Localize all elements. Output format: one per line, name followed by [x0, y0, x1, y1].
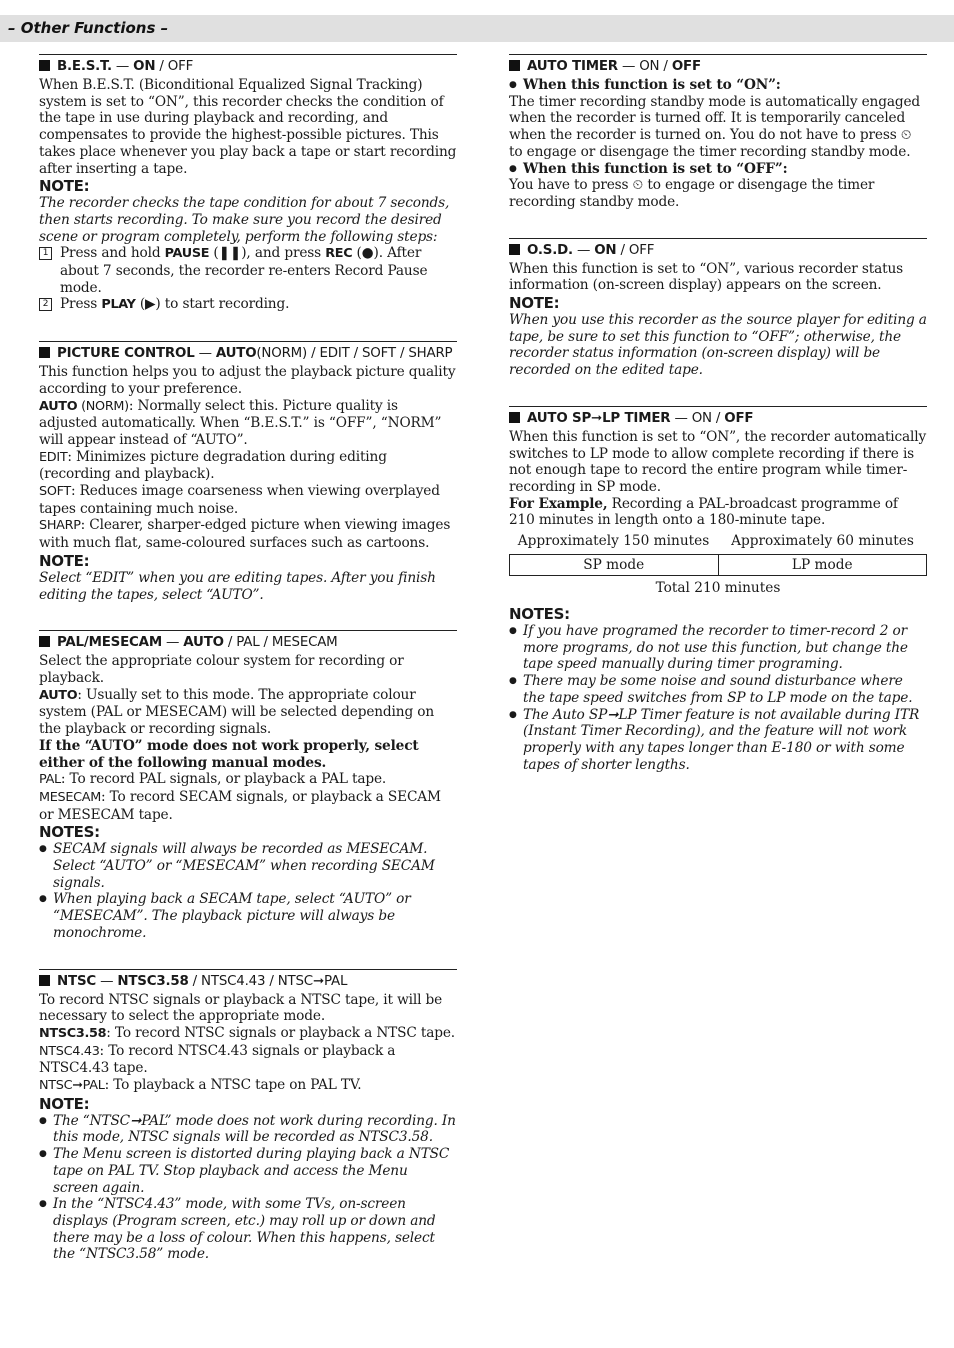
norm-label: (NORM) [77, 398, 129, 414]
best-step-2 [39, 296, 457, 314]
ntsc-443-desc [39, 1043, 457, 1077]
square-bullet-icon [39, 636, 50, 647]
square-bullet-icon [39, 347, 50, 358]
picture-control-title: PICTURE CONTROL [57, 346, 195, 362]
sp-lp-option-on: ON / [691, 410, 725, 426]
osd-title: O.S.D. [527, 242, 573, 258]
picture-soft-desc [39, 483, 457, 517]
ntsc-heading [39, 973, 457, 990]
table-total-label: Total 210 minutes [655, 580, 781, 597]
mesecam-label: MESECAM [39, 789, 101, 805]
picture-edit-desc [39, 449, 457, 483]
pause-key: PAUSE [164, 246, 210, 262]
sp-lp-timer-heading [509, 410, 927, 427]
sp-lp-note-item: ● The Auto SP➞LP Timer feature is not available during ITR (Instant Timer Recording), and the feature will not work properly with any tapes longer than E-180 or with some tapes of shorter lengths. [509, 707, 927, 774]
ntsc-option-358: NTSC3.58 [117, 973, 189, 989]
best-section [39, 54, 457, 314]
soft-text: : Reduces image coarseness when viewing overplayed tapes containing much noise. [39, 483, 440, 517]
sp-lp-body: When this function is set to “ON”, the recorder automatically switches to LP mode to allow complete recording if there is not enough tape to record the entire program while timer-recording in SP mode. [509, 428, 927, 495]
step1-text-a: Press and hold [60, 245, 165, 262]
pal-note-item: ● SECAM signals will always be recorded as MESECAM. Select “AUTO” or “MESECAM” when recording SECAM signals. [39, 841, 457, 891]
off-text-b: to engage or disengage the timer recording standby mode. [509, 177, 875, 210]
sp-mode-cell: SP mode [583, 557, 645, 574]
osd-heading [509, 242, 927, 259]
on-text-a: The timer recording standby mode is automatically engaged when the recorder is turned off. It is temporarily canceled when the recorder is turned on. You do not have to press [509, 93, 921, 144]
ntsc-note-item: ● The Menu screen is distorted during playing back a NTSC tape on PAL TV. Stop playback and access the Menu screen again. [39, 1146, 457, 1196]
ntsc-358-desc [39, 1025, 457, 1043]
step1-text-c: (●). After about 7 seconds, the recorder re-enters Record Pause mode. [60, 245, 428, 296]
picture-control-heading [39, 345, 457, 362]
auto-label: AUTO [39, 687, 78, 703]
ntsc-section [39, 969, 457, 1264]
picture-control-section [39, 341, 457, 603]
left-column [39, 54, 457, 1263]
osd-section [509, 238, 927, 379]
ntsc-note-item: ● In the “NTSC4.43” mode, with some TVs, on-screen displays (Program screen, etc.) may roll up or down and there may be a loss of colour. When this happens, select the “NTSC3.58” mode. [39, 1196, 457, 1263]
heading-dash: — [572, 242, 595, 258]
table-duration-row [509, 533, 927, 550]
osd-note-heading: NOTE: [509, 294, 560, 313]
osd-note-text: When you use this recorder as the source player for editing a tape, be sure to set this function to “OFF”; otherwise, the recorder status information (on-screen display) will be recorded on the edited tape. [509, 312, 927, 379]
page-title: – Other Functions – [8, 19, 169, 37]
best-note-text: The recorder checks the tape condition for about 7 seconds, then starts recording. To make sure you record the desired scene or program completely, perform the following steps: [39, 195, 450, 245]
best-title: B.E.S.T. [57, 59, 112, 74]
ntsc358-text: : To record NTSC signals or playback a NTSC tape. [106, 1024, 455, 1041]
sp-lp-note-item: ● If you have programed the recorder to timer-record 2 or more programs, do not use this function, but change the tape speed manually during timer programing. [509, 623, 927, 673]
step-number-1: 1 [39, 247, 52, 260]
play-key: PLAY [101, 297, 136, 313]
auto-timer-option-off: OFF [671, 59, 701, 74]
heading-dash: — [161, 635, 184, 651]
square-bullet-icon [509, 60, 520, 71]
ntsc-pal-text: : To playback a NTSC tape on PAL TV. [104, 1077, 362, 1094]
right-column [509, 54, 927, 773]
edit-label: EDIT [39, 449, 68, 465]
auto-label: AUTO [39, 398, 78, 414]
step-number-2: 2 [39, 298, 52, 311]
lp-duration-label: Approximately 60 minutes [731, 533, 914, 550]
square-bullet-icon [509, 412, 520, 423]
picture-note-heading: NOTE: [39, 551, 90, 570]
auto-timer-off-heading: ● When this function is set to “OFF”: [509, 161, 927, 178]
soft-label: SOFT [39, 484, 71, 500]
sharp-text: : Clearer, sharper-edged picture when viewing images with much flat, same-coloured surfaces such as cartoons. [39, 517, 451, 552]
ntsc358-label: NTSC3.58 [39, 1025, 107, 1041]
auto-timer-on-heading: ● When this function is set to “ON”: [509, 77, 927, 94]
pal-manual-warning: If the “AUTO” mode does not work properly, select either of the following manual modes. [39, 737, 419, 771]
pal-pal-desc [39, 771, 457, 789]
ntsc-options-rest: / NTSC4.43 / NTSC➞PAL [188, 973, 348, 989]
ntsc-intro: To record NTSC signals or playback a NTSC tape, it will be necessary to select the appropriate mode. [39, 991, 443, 1025]
step1-text-b: (❚❚), and press [209, 245, 326, 262]
pal-mesecam-title: PAL/MESECAM [57, 635, 162, 651]
step2-text-b: (▶) to start recording. [135, 296, 290, 313]
pal-label: PAL [39, 772, 61, 788]
best-note-heading: NOTE: [39, 177, 90, 196]
sharp-label: SHARP [39, 518, 81, 534]
auto-text: : Usually set to this mode. The appropriate colour system (PAL or MESECAM) will be selected depending on the playback or recording signals. [39, 686, 435, 738]
pal-options-rest: / PAL / MESECAM [223, 635, 338, 651]
table-mode-row [509, 554, 927, 576]
best-options-rest: / OFF [155, 59, 194, 74]
example-text: Recording a PAL-broadcast programme of 210 minutes in length onto a 180-minute tape. [509, 495, 898, 529]
heading-dash: — [194, 346, 216, 362]
best-option-on: ON [133, 59, 156, 74]
on-text-b: to engage or disengage the timer recording standby mode. [509, 143, 911, 160]
best-body: When B.E.S.T. (Biconditional Equalized Signal Tracking) system is set to “ON”, this recorder checks the condition of the tape in use during playback and recording, and compensates to provide the highest-possible pictures. This takes place whenever you play back a tape or start recording after inserting a tape. [39, 77, 457, 177]
sp-duration-label: Approximately 150 minutes [517, 533, 710, 550]
picture-option-auto: AUTO [215, 346, 257, 362]
osd-body: When this function is set to “ON”, various recorder status information (on-screen display) appears on the screen. [509, 260, 903, 294]
pal-option-auto: AUTO [183, 635, 224, 651]
ntsc443-text: : To record NTSC4.43 signals or playback a NTSC4.43 tape. [39, 1042, 396, 1077]
heading-dash: — [617, 59, 640, 74]
auto-timer-title: AUTO TIMER [527, 59, 618, 74]
example-label: For Example, [509, 495, 608, 512]
heading-dash: — [96, 973, 118, 989]
ntsc-title: NTSC [57, 973, 97, 989]
ntsc443-label: NTSC4.43 [39, 1043, 100, 1059]
best-heading [39, 58, 457, 75]
heading-dash: — [111, 59, 134, 74]
page-header-banner [0, 15, 954, 42]
pal-notes-heading: NOTES: [39, 823, 100, 842]
sp-lp-option-off: OFF [724, 410, 754, 426]
edit-text: : Minimizes picture degradation during editing (recording and playback). [39, 448, 387, 483]
pal-text: : To record PAL signals, or playback a PAL tape. [60, 771, 387, 788]
picture-sharp-desc [39, 517, 457, 551]
sp-lp-example [509, 496, 927, 529]
auto-text: : Normally select this. Picture quality is adjusted automatically. When “B.E.S.T.” is “OFF”, “NORM” will appear instead of “AUTO”. [39, 397, 442, 448]
auto-timer-section [509, 54, 927, 211]
pal-mesecam-heading [39, 634, 457, 651]
pal-auto-desc [39, 687, 457, 738]
pal-intro: Select the appropriate colour system for recording or playback. [39, 653, 404, 686]
auto-timer-heading [509, 58, 927, 75]
tape-mode-table [509, 533, 927, 597]
sp-lp-note-item: ● There may be some noise and sound disturbance where the tape speed switches from SP to LP mode on the tape. [509, 673, 927, 706]
heading-dash: — [670, 410, 692, 426]
picture-note-text: Select “EDIT” when you are editing tapes. After you finish editing the tapes, select “AUTO”. [39, 569, 436, 603]
auto-timer-on-text [509, 94, 927, 161]
osd-options-rest: / OFF [616, 242, 655, 258]
ntsc-note-item: ● The “NTSC➞PAL” mode does not work during recording. In this mode, NTSC signals will be recorded as NTSC3.58. [39, 1113, 457, 1146]
square-bullet-icon [509, 244, 520, 255]
step2-text-a: Press [60, 296, 102, 313]
off-text-a: You have to press [509, 177, 633, 194]
sp-lp-timer-title: AUTO SP➞LP TIMER [527, 410, 671, 426]
ntsc-note-heading: NOTE: [39, 1094, 90, 1113]
timer-icon: ⏲ [632, 177, 644, 194]
pal-note-item: ● When playing back a SECAM tape, select “AUTO” or “MESECAM”. The playback picture will always be monochrome. [39, 891, 457, 941]
ntsc-pal-desc [39, 1077, 457, 1095]
square-bullet-icon [39, 975, 50, 986]
mesecam-text: : To record SECAM signals, or playback a SECAM or MESECAM tape. [39, 788, 441, 823]
auto-timer-option-on: ON / [639, 59, 672, 74]
pal-mesecam-section [39, 630, 457, 941]
ntsc-pal-label: NTSC➞PAL [39, 1078, 105, 1094]
sp-lp-timer-section [509, 406, 927, 774]
picture-intro: This function helps you to adjust the playback picture quality according to your preference. [39, 364, 456, 397]
lp-mode-cell: LP mode [718, 555, 927, 575]
square-bullet-icon [39, 60, 50, 71]
pal-mesecam-desc [39, 789, 457, 823]
rec-key: REC [325, 246, 353, 262]
sp-lp-notes-heading: NOTES: [509, 605, 570, 624]
best-step-1 [39, 245, 457, 296]
timer-icon: ⏲ [900, 127, 912, 144]
auto-timer-off-text [509, 177, 927, 210]
picture-options-rest: (NORM) / EDIT / SOFT / SHARP [256, 346, 453, 362]
osd-option-on: ON [594, 242, 617, 258]
picture-auto-desc [39, 398, 457, 449]
